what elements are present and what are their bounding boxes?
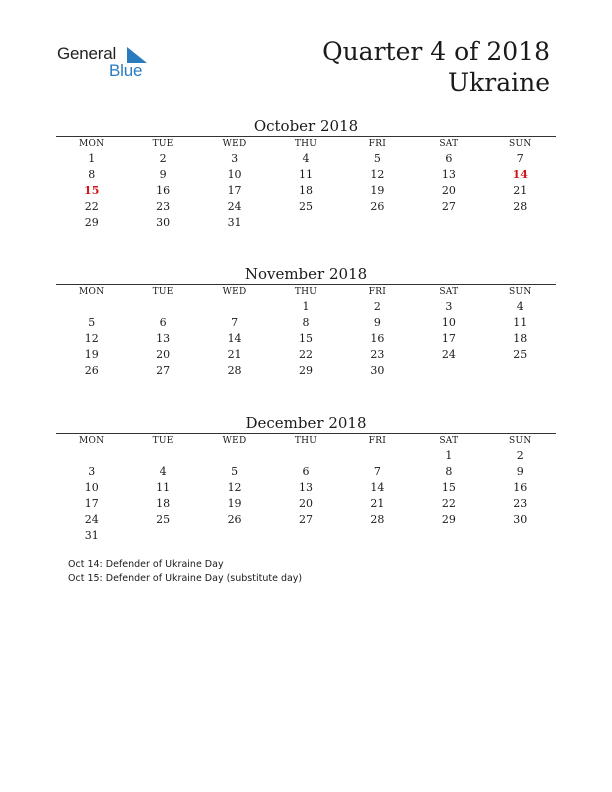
- day-cell: 19: [370, 184, 385, 197]
- weekday-label: WED: [222, 436, 247, 446]
- weekday-label: FRI: [368, 287, 387, 297]
- day-cell: 12: [84, 332, 99, 345]
- day-cell: 17: [227, 184, 242, 197]
- weekday-label: MON: [79, 436, 105, 446]
- empty-day-cell: [342, 528, 413, 544]
- day-cell: 28: [227, 364, 242, 377]
- day-cell: 5: [88, 316, 96, 329]
- day-cell: 11: [513, 316, 528, 329]
- day-cell: 6: [302, 465, 310, 478]
- day-cell: 27: [156, 364, 171, 377]
- weekday-label: TUE: [152, 139, 174, 149]
- day-cell: 2: [159, 152, 167, 165]
- weekday-label: SAT: [439, 287, 459, 297]
- day-cell: 4: [516, 300, 524, 313]
- logo-general-text: General: [57, 44, 117, 63]
- day-cell: 26: [84, 364, 99, 377]
- day-cell: 6: [445, 152, 453, 165]
- day-cell: 22: [298, 348, 313, 361]
- day-cell: 15: [441, 481, 456, 494]
- day-grid: [56, 448, 556, 544]
- empty-day-cell: [413, 528, 484, 544]
- day-cell: 16: [370, 332, 385, 345]
- day-cell: 30: [370, 364, 385, 377]
- weekday-header: [56, 285, 556, 299]
- day-cell: 26: [227, 513, 242, 526]
- day-cell: 12: [370, 168, 385, 181]
- day-cell: 20: [156, 348, 171, 361]
- day-cell: 10: [227, 168, 242, 181]
- day-cell: 21: [513, 184, 528, 197]
- weekday-label: SAT: [439, 436, 459, 446]
- day-cell: 21: [370, 497, 385, 510]
- day-cell: 25: [156, 513, 171, 526]
- day-cell: 15: [298, 332, 313, 345]
- empty-day-cell: [413, 363, 484, 379]
- empty-day-cell: [199, 299, 270, 315]
- day-cell: 27: [298, 513, 313, 526]
- empty-day-cell: [199, 528, 270, 544]
- weekday-label: SUN: [509, 436, 532, 446]
- day-cell: 18: [156, 497, 171, 510]
- holiday-notes: [68, 558, 302, 586]
- day-cell: 18: [513, 332, 528, 345]
- month-title: October 2018: [253, 117, 359, 135]
- day-cell: 20: [298, 497, 313, 510]
- day-cell: 29: [298, 364, 313, 377]
- day-cell: 30: [156, 216, 171, 229]
- day-cell: 13: [441, 168, 456, 181]
- holiday-note: Oct 14: Defender of Ukraine Day: [68, 559, 224, 570]
- day-cell: 17: [84, 497, 99, 510]
- weekday-label: WED: [222, 139, 247, 149]
- weekday-label: SUN: [509, 139, 532, 149]
- day-grid: [56, 299, 556, 379]
- day-cell: 23: [156, 200, 171, 213]
- page-header: [322, 36, 550, 98]
- empty-day-cell: [127, 528, 198, 544]
- empty-day-cell: [127, 299, 198, 315]
- day-cell: 28: [370, 513, 385, 526]
- day-cell: 7: [373, 465, 381, 478]
- empty-day-cell: [199, 448, 270, 464]
- empty-day-cell: [56, 299, 127, 315]
- month-october: [56, 116, 556, 231]
- day-cell: 1: [302, 300, 310, 313]
- logo-blue-text: Blue: [109, 61, 143, 80]
- day-cell: 11: [156, 481, 171, 494]
- weekday-header: [56, 434, 556, 448]
- day-cell: 16: [513, 481, 528, 494]
- day-cell: 11: [298, 168, 313, 181]
- day-grid: [56, 151, 556, 231]
- day-cell: 9: [159, 168, 167, 181]
- day-cell: 1: [88, 152, 96, 165]
- weekday-label: THU: [294, 287, 318, 297]
- day-cell: 31: [84, 529, 99, 542]
- day-cell: 2: [516, 449, 524, 462]
- weekday-label: SUN: [509, 287, 532, 297]
- day-cell: 18: [298, 184, 313, 197]
- day-cell: 2: [373, 300, 381, 313]
- empty-day-cell: [270, 215, 341, 231]
- empty-day-cell: [413, 215, 484, 231]
- day-cell: 21: [227, 348, 242, 361]
- holiday-day-cell: 15: [84, 184, 100, 197]
- day-cell: 17: [441, 332, 456, 345]
- country-name: Ukraine: [448, 68, 550, 97]
- weekday-label: SAT: [439, 139, 459, 149]
- month-title: December 2018: [245, 414, 367, 432]
- day-cell: 5: [373, 152, 381, 165]
- weekday-label: FRI: [368, 139, 387, 149]
- day-cell: 3: [88, 465, 96, 478]
- day-cell: 14: [370, 481, 385, 494]
- day-cell: 7: [516, 152, 524, 165]
- day-cell: 24: [227, 200, 242, 213]
- day-cell: 20: [441, 184, 456, 197]
- day-cell: 24: [441, 348, 456, 361]
- day-cell: 22: [84, 200, 99, 213]
- empty-day-cell: [342, 448, 413, 464]
- day-cell: 22: [441, 497, 456, 510]
- day-cell: 24: [84, 513, 99, 526]
- day-cell: 23: [513, 497, 528, 510]
- empty-day-cell: [342, 215, 413, 231]
- day-cell: 3: [445, 300, 453, 313]
- weekday-label: WED: [222, 287, 247, 297]
- month-december: [56, 413, 556, 544]
- empty-day-cell: [485, 215, 556, 231]
- day-cell: 5: [231, 465, 239, 478]
- day-cell: 19: [84, 348, 99, 361]
- weekday-label: TUE: [152, 436, 174, 446]
- day-cell: 8: [88, 168, 96, 181]
- day-cell: 25: [513, 348, 528, 361]
- empty-day-cell: [485, 363, 556, 379]
- day-cell: 12: [227, 481, 242, 494]
- day-cell: 26: [370, 200, 385, 213]
- day-cell: 1: [445, 449, 453, 462]
- general-blue-logo: [57, 44, 157, 84]
- empty-day-cell: [127, 448, 198, 464]
- day-cell: 6: [159, 316, 167, 329]
- day-cell: 29: [441, 513, 456, 526]
- day-cell: 16: [156, 184, 171, 197]
- day-cell: 25: [298, 200, 313, 213]
- day-cell: 13: [298, 481, 313, 494]
- empty-day-cell: [270, 448, 341, 464]
- day-cell: 4: [302, 152, 310, 165]
- day-cell: 30: [513, 513, 528, 526]
- weekday-label: FRI: [368, 436, 387, 446]
- empty-day-cell: [56, 448, 127, 464]
- empty-day-cell: [485, 528, 556, 544]
- weekday-label: THU: [294, 436, 318, 446]
- day-cell: 29: [84, 216, 99, 229]
- day-cell: 9: [373, 316, 381, 329]
- day-cell: 9: [516, 465, 524, 478]
- day-cell: 27: [441, 200, 456, 213]
- weekday-label: TUE: [152, 287, 174, 297]
- weekday-label: THU: [294, 139, 318, 149]
- day-cell: 14: [227, 332, 242, 345]
- day-cell: 8: [302, 316, 310, 329]
- day-cell: 3: [231, 152, 239, 165]
- day-cell: 4: [159, 465, 167, 478]
- day-cell: 19: [227, 497, 242, 510]
- day-cell: 23: [370, 348, 385, 361]
- weekday-label: MON: [79, 139, 105, 149]
- day-cell: 28: [513, 200, 528, 213]
- day-cell: 10: [84, 481, 99, 494]
- empty-day-cell: [270, 528, 341, 544]
- day-cell: 8: [445, 465, 453, 478]
- page-title: Quarter 4 of 2018: [322, 37, 550, 66]
- day-cell: 31: [227, 216, 242, 229]
- holiday-note: Oct 15: Defender of Ukraine Day (substitute day): [68, 573, 303, 584]
- month-november: [56, 264, 556, 379]
- month-title: November 2018: [244, 265, 368, 283]
- day-cell: 10: [441, 316, 456, 329]
- day-cell: 7: [231, 316, 239, 329]
- weekday-label: MON: [79, 287, 105, 297]
- day-cell: 13: [156, 332, 171, 345]
- holiday-day-cell: 14: [512, 168, 528, 181]
- weekday-header: [56, 137, 556, 151]
